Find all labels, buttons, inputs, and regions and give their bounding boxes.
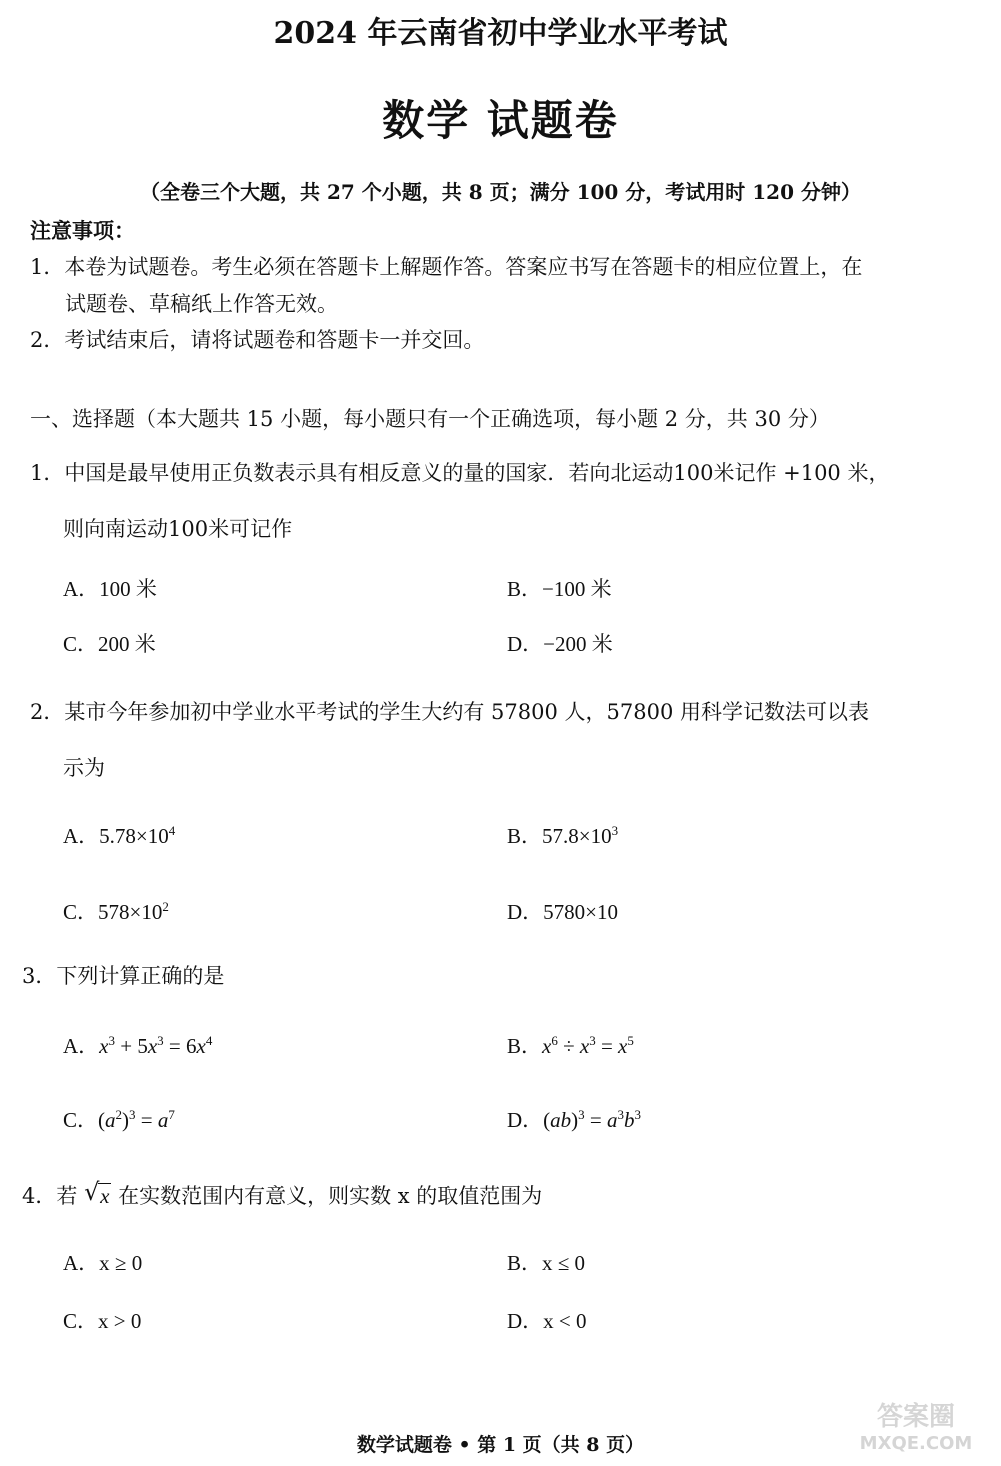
q4-option-b: B．x ≤ 0 bbox=[507, 1251, 586, 1275]
question-2-stem: 2．某市今年参加初中学业水平考试的学生大约有 57800 人，57800 用科学记数法可以表 bbox=[30, 700, 869, 724]
q1-option-a: A．100 米 bbox=[63, 577, 157, 601]
question-1-stem-cont: 则向南运动100米可记作 bbox=[63, 517, 293, 541]
watermark-logo bbox=[841, 1395, 991, 1455]
q4-option-d: D．x < 0 bbox=[507, 1309, 587, 1333]
q1-option-b: B．−100 米 bbox=[507, 577, 612, 601]
question-1-stem: 1．中国是最早使用正负数表示具有相反意义的量的国家．若向北运动100米记作 +100 米， bbox=[30, 461, 890, 485]
q3-option-c: C．$(a^2)^3 = a^7$ bbox=[63, 1107, 175, 1132]
svg-text:MXQE.COM: MXQE.COM bbox=[859, 1433, 973, 1454]
page-footer: 数学试题卷 • 第 1 页（共 8 页） bbox=[356, 1434, 645, 1456]
sqrt-x: √ x bbox=[84, 1178, 110, 1208]
question-4-stem: 4．若 √ x 在实数范围内有意义，则实数 x 的取值范围为 bbox=[22, 1178, 543, 1208]
subject-title: 数学 试题卷 bbox=[382, 96, 619, 145]
q4-option-a: A．x ≥ 0 bbox=[63, 1251, 143, 1275]
notice-item-2: 2．考试结束后，请将试题卷和答题卡一并交回。 bbox=[30, 328, 485, 352]
notice-item-1-cont: 试题卷、草稿纸上作答无效。 bbox=[65, 292, 338, 316]
notice-heading: 注意事项： bbox=[30, 218, 135, 243]
q2-option-b: B．$57.8\times 10^3$ bbox=[507, 823, 619, 848]
q2-option-d: D．5780×10 bbox=[507, 900, 619, 924]
notice-item-1: 1．本卷为试题卷。考生必须在答题卡上解题作答。答案应书写在答题卡的相应位置上，在 bbox=[30, 255, 863, 279]
exam-info: （全卷三个大题，共 27 个小题，共 8 页；满分 100 分，考试用时 120 分钟） bbox=[140, 180, 861, 204]
q1-option-d: D．−200 米 bbox=[507, 632, 613, 656]
question-2-stem-cont: 示为 bbox=[63, 756, 105, 780]
question-3-stem: 3．下列计算正确的是 bbox=[22, 964, 225, 988]
svg-text:答案圈: 答案圈 bbox=[876, 1402, 956, 1432]
q3-option-b: B．$x^6 \div x^3 = x^5$ bbox=[507, 1033, 634, 1058]
q3-option-d: D．$(ab)^3 = a^3b^3$ bbox=[507, 1107, 642, 1132]
exam-title: 2024 年云南省初中学业水平考试 bbox=[273, 16, 728, 51]
q3-option-a: A．$x^3 + 5x^3 = 6x^4$ bbox=[63, 1033, 213, 1058]
q2-option-a: A．$5.78\times 10^4$ bbox=[63, 823, 176, 848]
q1-option-c: C．200 米 bbox=[63, 632, 156, 656]
section-heading: 一、选择题（本大题共 15 小题，每小题只有一个正确选项，每小题 2 分，共 30 分） bbox=[30, 407, 830, 431]
q2-option-c: C．$578\times 10^2$ bbox=[63, 899, 169, 924]
q4-option-c: C．x > 0 bbox=[63, 1309, 142, 1333]
